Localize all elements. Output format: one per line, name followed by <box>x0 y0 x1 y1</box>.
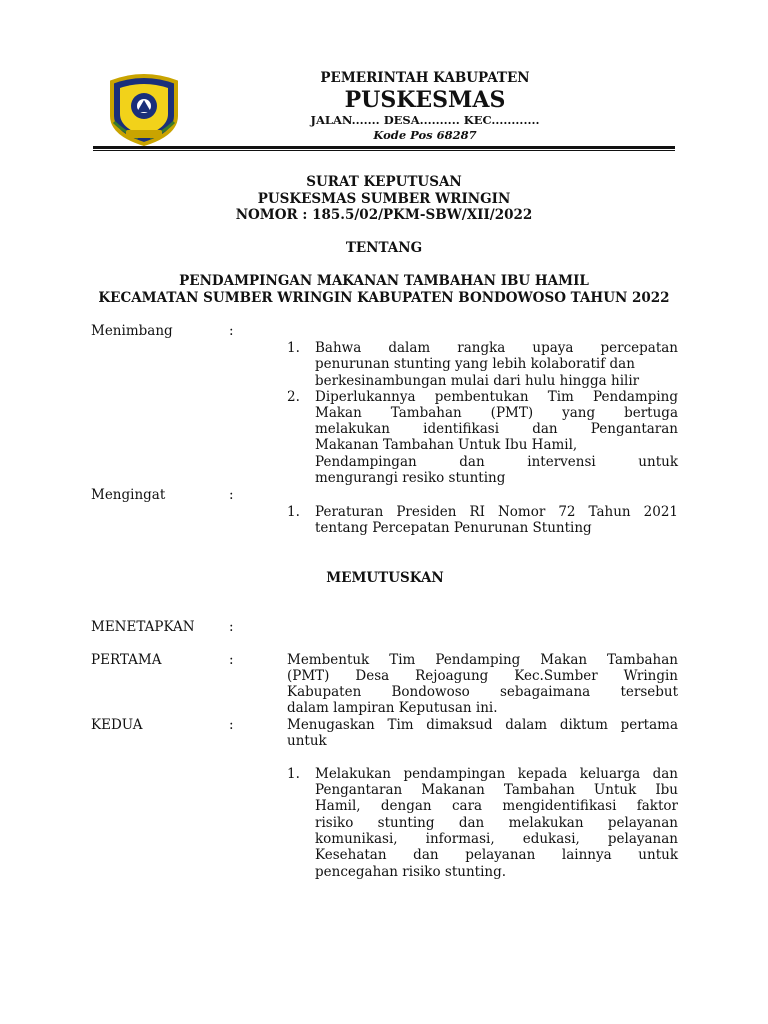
kedua-item-1-line: Hamil, dengan cara mengidentifikasi faktor <box>315 798 678 814</box>
subject-line-2: KECAMATAN SUMBER WRINGIN KABUPATEN BONDOWOSO TAHUN 2022 <box>98 290 670 306</box>
menimbang-item-2-number: 2. <box>287 389 300 405</box>
mengingat-item-1-line: tentang Percepatan Penurunan Stunting <box>315 520 592 536</box>
mengingat-item-1-number: 1. <box>287 504 300 520</box>
menimbang-colon: : <box>229 323 234 339</box>
letterhead-divider-thin <box>93 150 675 151</box>
menimbang-item-1-number: 1. <box>287 340 300 356</box>
kedua-item-1-line: risiko stunting dan melakukan pelayanan <box>315 815 678 831</box>
menimbang-item-1-line: penurunan stunting yang lebih kolaboratif dan <box>315 356 635 372</box>
kedua-item-1-number: 1. <box>287 766 300 782</box>
menimbang-label: Menimbang <box>91 323 173 339</box>
kedua-label: KEDUA <box>91 717 143 733</box>
kedua-item-1-line: Pengantaran Makanan Tambahan Untuk Ibu <box>315 782 678 798</box>
decree-title: SURAT KEPUTUSAN <box>306 174 462 190</box>
kedua-item-1-line: Kesehatan dan pelayanan lainnya untuk <box>315 847 678 863</box>
letterhead-postal-code: Kode Pos 68287 <box>373 128 477 142</box>
letterhead-organization: PUSKESMAS <box>344 87 506 113</box>
kedua-item-1-line: Melakukan pendampingan kepada keluarga dan <box>315 766 678 782</box>
kedua-item-1-line: pencegahan risiko stunting. <box>315 864 507 880</box>
pertama-line: (PMT) Desa Rejoagung Kec.Sumber Wringin <box>287 668 678 684</box>
menimbang-item-1-line: berkesinambungan mulai dari hulu hingga hilir <box>315 373 640 389</box>
menimbang-item-2-line: Diperlukannya pembentukan Tim Pendamping <box>315 389 678 405</box>
menimbang-item-2-line: Pendampingan dan intervensi untuk <box>315 454 678 470</box>
mengingat-label: Mengingat <box>91 487 166 503</box>
tentang-heading: TENTANG <box>345 240 423 256</box>
menetapkan-label: MENETAPKAN <box>91 619 195 635</box>
mengingat-item-1-line: Peraturan Presiden RI Nomor 72 Tahun 2021 <box>315 504 678 520</box>
letterhead-government: PEMERINTAH KABUPATEN <box>320 70 530 86</box>
memutuskan-heading: MEMUTUSKAN <box>326 570 444 586</box>
pertama-line: dalam lampiran Keputusan ini. <box>287 700 498 716</box>
decree-number: NOMOR : 185.5/02/PKM-SBW/XII/2022 <box>235 207 533 223</box>
pertama-line: Kabupaten Bondowoso sebagaimana tersebut <box>287 684 678 700</box>
kedua-line: untuk <box>287 733 327 749</box>
decree-issuer: PUSKESMAS SUMBER WRINGIN <box>257 191 511 207</box>
pertama-label: PERTAMA <box>91 652 162 668</box>
pertama-colon: : <box>229 652 234 668</box>
kedua-item-1-line: komunikasi, informasi, edukasi, pelayanan <box>315 831 678 847</box>
subject-line-1: PENDAMPINGAN MAKANAN TAMBAHAN IBU HAMIL <box>179 273 589 289</box>
kedua-colon: : <box>229 717 234 733</box>
menimbang-item-2-line: melakukan identifikasi dan Pengantaran <box>315 421 678 437</box>
kedua-line: Menugaskan Tim dimaksud dalam diktum pertama <box>287 717 678 733</box>
pertama-line: Membentuk Tim Pendamping Makan Tambahan <box>287 652 678 668</box>
letterhead-divider <box>93 146 675 149</box>
regency-emblem-logo <box>104 72 184 146</box>
menimbang-item-2-line: Makanan Tambahan Untuk Ibu Hamil, <box>315 437 578 453</box>
letterhead-address: JALAN....... DESA.......... KEC............ <box>310 113 540 127</box>
menimbang-item-1-line: Bahwa dalam rangka upaya percepatan <box>315 340 678 356</box>
menimbang-item-2-line: Makan Tambahan (PMT) yang bertuga <box>315 405 678 421</box>
mengingat-colon: : <box>229 487 234 503</box>
menimbang-item-2-line: mengurangi resiko stunting <box>315 470 506 486</box>
menetapkan-colon: : <box>229 619 234 635</box>
